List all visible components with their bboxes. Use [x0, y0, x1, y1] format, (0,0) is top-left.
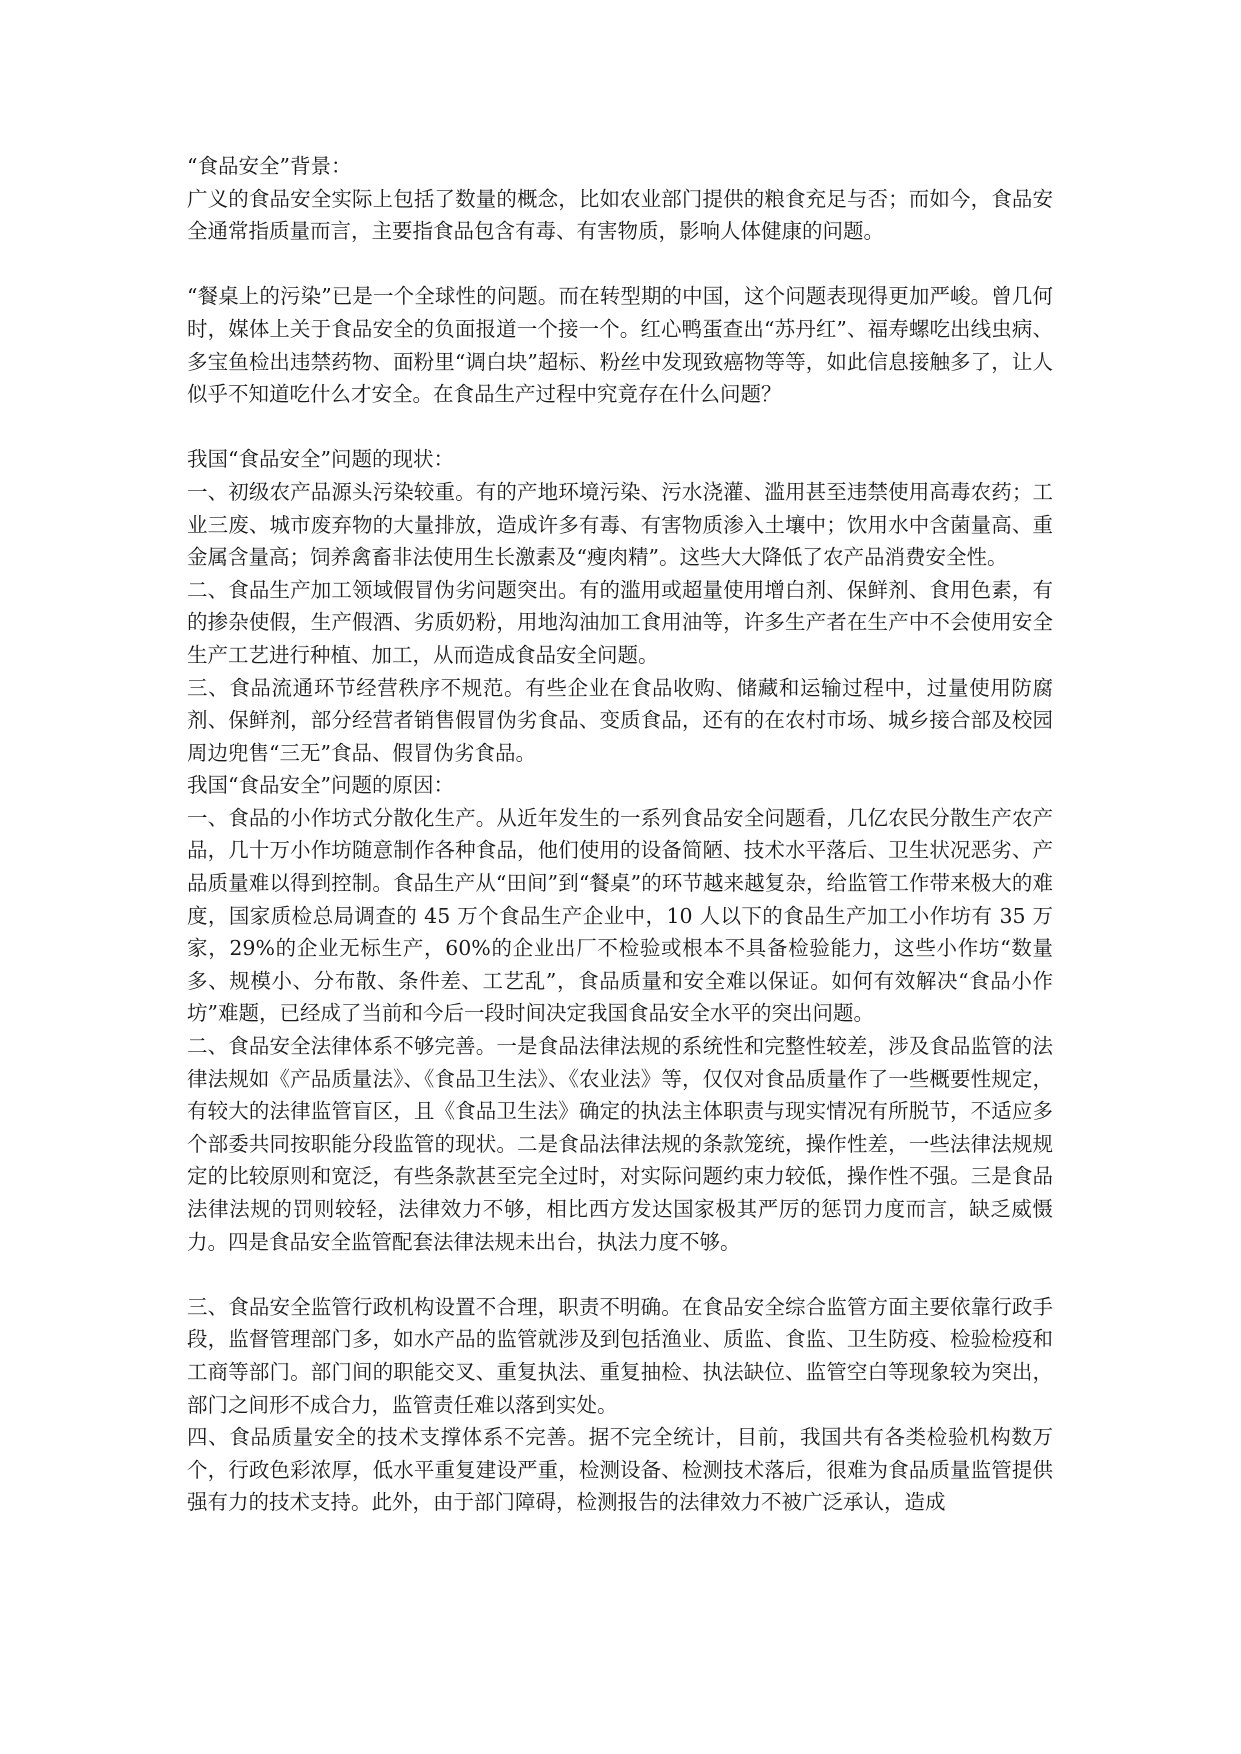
paragraph-status-1: 一、初级农产品源头污染较重。有的产地环境污染、污水浇灌、滥用甚至违禁使用高毒农药；工业三废、城市废弃物的大量排放，造成许多有毒、有害物质渗入土壤中；饮用水中含菌量高、重金属含量高；饲养禽畜非法使用生长激素及“瘦肉精”。这些大大降低了农产品消费安全性。	[187, 479, 1053, 570]
paragraph-status-3: 三、食品流通环节经营秩序不规范。有些企业在食品收购、储藏和运输过程中，过量使用防腐剂、保鲜剂，部分经营者销售假冒伪劣食品、变质食品，还有的在农村市场、城乡接合部及校园周边兜售“三无”食品、假冒伪劣食品。	[187, 675, 1053, 765]
paragraph-pollution: “餐桌上的污染”已是一个全球性的问题。而在转型期的中国，这个问题表现得更加严峻。曾几何时，媒体上关于食品安全的负面报道一个接一个。红心鸭蛋查出“苏丹红”、福寿螺吃出线虫病、多宝鱼检出违禁药物、面粉里“调白块”超标、粉丝中发现致癌物等等，如此信息接触多了，让人似乎不知道吃什么才安全。在食品生产过程中究竟存在什么问题？	[187, 284, 1053, 407]
section-heading-causes: 我国“食品安全”问题的原因：	[187, 773, 454, 798]
blank-line	[187, 248, 1053, 281]
paragraph-cause-1: 一、食品的小作坊式分散化生产。从近年发生的一系列食品安全问题看，几亿农民分散生产农产品，几十万小作坊随意制作各种食品，他们使用的设备简陋、技术水平落后、卫生状况恶劣、产品质量难以得到控制。食品生产从“田间”到“餐桌”的环节越来越复杂，给监管工作带来极大的难度，国家质检总局调查的 45 万个食品生产企业中，10 人以下的食品生产加工小作坊有 35 万家，29%的企业无标生产，60%的企业出厂不检验或根本不具备检验能力，这些小作坊“数量多、规模小、分布散、条件差、工艺乱”，食品质量和安全难以保证。如何有效解决“食品小作坊”难题，已经成了当前和今后一段时间决定我国食品安全水平的突出问题。	[187, 805, 1053, 1026]
paragraph-definition: 广义的食品安全实际上包括了数量的概念，比如农业部门提供的粮食充足与否；而如今，食品安全通常指质量而言，主要指食品包含有毒、有害物质，影响人体健康的问题。	[187, 186, 1053, 244]
paragraph-cause-4: 四、食品质量安全的技术支撑体系不完善。据不完全统计，目前，我国共有各类检验机构数万个，行政色彩浓厚，低水平重复建设严重，检测设备、检测技术落后，很难为食品质量监管提供强有力的技术支持。此外，由于部门障碍，检测报告的法律效力不被广泛承认，造成	[187, 1425, 1053, 1515]
section-heading-background: “食品安全”背景：	[187, 154, 352, 178]
section-heading-status: 我国“食品安全”问题的现状：	[187, 447, 454, 472]
paragraph-cause-3: 三、食品安全监管行政机构设置不合理，职责不明确。在食品安全综合监管方面主要依靠行政手段，监督管理部门多，如水产品的监管就涉及到包括渔业、质监、食监、卫生防疫、检验检疫和工商等部门。部门间的职能交叉、重复执法、重复抽检、执法缺位、监管空白等现象较为突出，部门之间形不成合力，监管责任难以落到实处。	[187, 1294, 1053, 1417]
blank-line	[187, 411, 1053, 444]
blank-line	[187, 1258, 1053, 1291]
paragraph-status-2: 二、食品生产加工领域假冒伪劣问题突出。有的滥用或超量使用增白剂、保鲜剂、食用色素，有的掺杂使假，生产假酒、劣质奶粉，用地沟油加工食用油等，许多生产者在生产中不会使用安全生产工艺进行种植、加工，从而造成食品安全问题。	[187, 577, 1053, 667]
paragraph-cause-2: 二、食品安全法律体系不够完善。一是食品法律法规的系统性和完整性较差，涉及食品监管的法律法规如《产品质量法》、《食品卫生法》、《农业法》等，仅仅对食品质量作了一些概要性规定，有较大的法律监管盲区，且《食品卫生法》确定的执法主体职责与现实情况有所脱节，不适应多个部委共同按职能分段监管的现状。二是食品法律法规的条款笼统，操作性差，一些法律法规规定的比较原则和宽泛，有些条款甚至完全过时，对实际问题约束力较低，操作性不强。三是食品法律法规的罚则较轻，法律效力不够，相比西方发达国家极其严厉的惩罚力度而言，缺乏威慑力。四是食品安全监管配套法律法规未出台，执法力度不够。	[187, 1034, 1053, 1254]
document-body	[187, 150, 1053, 1519]
